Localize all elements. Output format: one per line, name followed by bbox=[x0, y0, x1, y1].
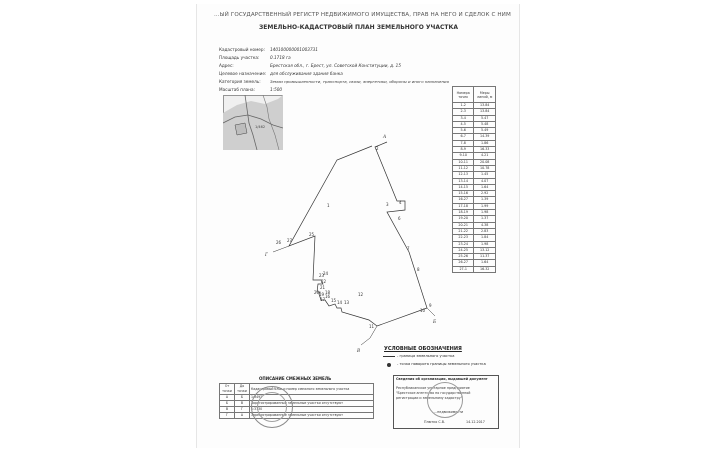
land-plot-plan bbox=[257, 124, 457, 354]
measure-length-cell: 11.37 bbox=[474, 254, 496, 260]
measure-length-cell: 5.47 bbox=[474, 115, 496, 121]
measure-points-cell: 5-6 bbox=[453, 128, 474, 134]
signer-name: Плютко С.В. bbox=[424, 420, 445, 424]
adjacent-from-cell: Б bbox=[220, 401, 235, 407]
point-19: 19 bbox=[319, 292, 325, 297]
measure-points-cell: 13-14 bbox=[453, 178, 474, 184]
measure-points-cell: 1-2 bbox=[453, 103, 474, 109]
measure-length-cell: 1.86 bbox=[474, 140, 496, 146]
boundary-line-icon bbox=[383, 356, 395, 357]
point-11: 11 bbox=[369, 324, 375, 329]
measure-points-cell: 22-23 bbox=[453, 235, 474, 241]
measure-length-cell: 1.99 bbox=[474, 203, 496, 209]
adjacent-plot-cell: 1:3493 bbox=[250, 395, 374, 401]
field-label-area: Площадь участка: bbox=[219, 55, 260, 60]
measure-points-cell: 7-8 bbox=[453, 140, 474, 146]
measure-length-cell: 1.39 bbox=[474, 197, 496, 203]
field-label-address: Адрес: bbox=[219, 63, 234, 68]
corner-b: Б bbox=[433, 320, 437, 325]
point-3: 3 bbox=[386, 202, 389, 207]
measure-length-cell: 5.49 bbox=[474, 128, 496, 134]
measures-header-points: Номера точек bbox=[453, 87, 474, 103]
measure-points-cell: 19-20 bbox=[453, 216, 474, 222]
adjacent-header-to: До точки bbox=[235, 384, 250, 395]
field-value-area: 0.1718 га bbox=[270, 55, 291, 60]
measure-length-cell: 1.64 bbox=[474, 184, 496, 190]
adjacent-from-cell: А bbox=[220, 395, 235, 401]
point-4: 4 bbox=[399, 200, 402, 205]
field-label-category: Категория земель: bbox=[219, 79, 261, 84]
adjacent-to-cell: Б bbox=[235, 395, 250, 401]
point-22: 22 bbox=[321, 279, 327, 284]
measure-points-cell: 17-18 bbox=[453, 203, 474, 209]
line-measures-table bbox=[452, 86, 496, 273]
point-27: 27 bbox=[287, 238, 293, 243]
point-15: 15 bbox=[331, 298, 337, 303]
measure-row bbox=[453, 266, 496, 272]
measure-points-cell: 18-19 bbox=[453, 210, 474, 216]
svg-text:1/462: 1/462 bbox=[255, 125, 266, 129]
point-7: 7 bbox=[407, 246, 410, 251]
measure-length-cell: 10.78 bbox=[474, 165, 496, 171]
organization-seal-stamp bbox=[427, 382, 463, 418]
adjacent-from-cell: В bbox=[220, 407, 235, 413]
measure-length-cell: 4.38 bbox=[474, 222, 496, 228]
org-department: ...недвижимости bbox=[434, 410, 464, 414]
measure-points-cell: 6-7 bbox=[453, 134, 474, 140]
adjacent-header-from: От точки bbox=[220, 384, 235, 395]
org-line-3: регистрации и земельному кадастру" bbox=[396, 396, 463, 400]
legend-item-turn-point: - точка поворота границы земельного участка bbox=[397, 362, 486, 366]
adjacent-from-cell: Г bbox=[220, 413, 235, 419]
measure-points-cell: 15-16 bbox=[453, 191, 474, 197]
measure-length-cell: 1.98 bbox=[474, 241, 496, 247]
measure-length-cell: 1.64 bbox=[474, 260, 496, 266]
adjacent-plot-cell: 1:3730 bbox=[250, 407, 374, 413]
point-12: 12 bbox=[358, 292, 364, 297]
measure-length-cell: 1.84 bbox=[474, 235, 496, 241]
point-2: 2 bbox=[376, 146, 379, 151]
measure-length-cell: 13.84 bbox=[474, 103, 496, 109]
field-label-cadastral: Кадастровый номер: bbox=[219, 47, 265, 52]
measure-length-cell: 2.92 bbox=[474, 191, 496, 197]
measure-points-cell: 27-1 bbox=[453, 266, 474, 272]
measure-points-cell: 24-25 bbox=[453, 247, 474, 253]
org-line-1: Республиканское унитарное предприятие bbox=[396, 386, 470, 390]
point-10: 10 bbox=[420, 308, 426, 313]
measure-length-cell: 1.37 bbox=[474, 216, 496, 222]
point-1: 1 bbox=[327, 203, 330, 208]
org-line-2: "Брестское агентство по государственной bbox=[396, 391, 471, 395]
point-13: 13 bbox=[344, 300, 350, 305]
measure-length-cell: 1.45 bbox=[474, 172, 496, 178]
point-14: 14 bbox=[337, 300, 343, 305]
corner-v: В bbox=[357, 349, 361, 354]
measure-points-cell: 20-21 bbox=[453, 222, 474, 228]
field-value-purpose: для обслуживания здания банка bbox=[270, 71, 343, 76]
measure-points-cell: 9-10 bbox=[453, 153, 474, 159]
adjacent-to-cell: В bbox=[235, 401, 250, 407]
cadastral-document bbox=[196, 4, 520, 448]
measure-points-cell: 10-11 bbox=[453, 159, 474, 165]
turn-point-icon bbox=[387, 363, 391, 367]
measure-points-cell: 8-9 bbox=[453, 147, 474, 153]
adjacent-lands-table bbox=[219, 383, 374, 419]
point-24: 24 bbox=[323, 271, 329, 276]
measure-length-cell: 2.83 bbox=[474, 228, 496, 234]
field-label-purpose: Целевое назначение: bbox=[219, 71, 267, 76]
adjacent-to-cell: А bbox=[235, 413, 250, 419]
measure-points-cell: 21-22 bbox=[453, 228, 474, 234]
point-9: 9 bbox=[429, 303, 432, 308]
corner-a: А bbox=[383, 135, 387, 140]
field-value-category: Земли промышленности, транспорта, связи, энергетики, обороны и иного назначения bbox=[270, 79, 449, 84]
measure-points-cell: 23-24 bbox=[453, 241, 474, 247]
point-16: 16 bbox=[325, 294, 331, 299]
measure-points-cell: 3-4 bbox=[453, 115, 474, 121]
round-seal-inner-ring bbox=[257, 392, 287, 422]
registry-header: ...ЫЙ ГОСУДАРСТВЕННЫЙ РЕГИСТР НЕДВИЖИМОГО ИМУЩЕСТВА, ПРАВ НА НЕГО И СДЕЛОК С НИМ bbox=[214, 12, 511, 18]
field-value-address: Брестская обл., г. Брест, ул. Советской Конституции, д. 15 bbox=[270, 63, 402, 68]
measure-points-cell: 25-26 bbox=[453, 254, 474, 260]
adjacent-header-plot: Кадастровый блок и номер смежного земельного участка bbox=[250, 384, 374, 395]
point-21: 21 bbox=[320, 285, 326, 290]
measure-length-cell: 16.33 bbox=[474, 147, 496, 153]
point-18: 18 bbox=[325, 290, 331, 295]
measure-length-cell: 13.12 bbox=[474, 247, 496, 253]
org-header: Сведения об организации, выдавшей документ bbox=[396, 377, 488, 381]
point-6: 6 bbox=[398, 216, 401, 221]
measure-points-cell: 26-27 bbox=[453, 260, 474, 266]
measure-length-cell: 1.98 bbox=[474, 210, 496, 216]
measure-points-cell: 4-5 bbox=[453, 121, 474, 127]
adjacent-row bbox=[220, 413, 374, 419]
legend-item-boundary: - граница земельного участка bbox=[397, 354, 455, 358]
measure-points-cell: 16-27 bbox=[453, 197, 474, 203]
adjacent-plot-cell: Зарегистрированные земельные участки отсутствуют bbox=[250, 413, 374, 419]
measure-length-cell: 5.48 bbox=[474, 121, 496, 127]
adjacent-lands-title: ОПИСАНИЕ СМЕЖНЫХ ЗЕМЕЛЬ bbox=[259, 376, 332, 381]
measure-points-cell: 14-15 bbox=[453, 184, 474, 190]
adjacent-to-cell: Г bbox=[235, 407, 250, 413]
measures-header-lengths: Меры линий, м bbox=[474, 87, 496, 103]
measure-points-cell: 12-13 bbox=[453, 172, 474, 178]
adjacent-plot-cell: Зарегистрированные земельные участки отсутствуют bbox=[250, 401, 374, 407]
point-23: 23 bbox=[319, 273, 325, 278]
measure-length-cell: 20.08 bbox=[474, 159, 496, 165]
point-8: 8 bbox=[417, 267, 420, 272]
point-26: 26 bbox=[276, 240, 282, 245]
field-label-scale: Масштаб плана: bbox=[219, 87, 255, 92]
point-25: 25 bbox=[309, 232, 315, 237]
measure-points-cell: 11-12 bbox=[453, 165, 474, 171]
corner-g: Г bbox=[265, 253, 268, 258]
measure-length-cell: 4.07 bbox=[474, 178, 496, 184]
measure-points-cell: 2-3 bbox=[453, 109, 474, 115]
point-20: 20 bbox=[314, 290, 320, 295]
measure-length-cell: 14.39 bbox=[474, 134, 496, 140]
legend-title: УСЛОВНЫЕ ОБОЗНАЧЕНИЯ bbox=[384, 346, 462, 352]
field-value-scale: 1:500 bbox=[270, 87, 283, 92]
document-title: ЗЕМЕЛЬНО-КАДАСТРОВЫЙ ПЛАН ЗЕМЕЛЬНОГО УЧАСТКА bbox=[259, 24, 459, 31]
measure-length-cell: 13.84 bbox=[474, 109, 496, 115]
measure-length-cell: 4.21 bbox=[474, 153, 496, 159]
point-17: 17 bbox=[320, 297, 326, 302]
issue-date: 14.12.2017 bbox=[466, 420, 485, 424]
field-value-cadastral: 140100000001003731 bbox=[270, 47, 318, 52]
measure-length-cell: 16.32 bbox=[474, 266, 496, 272]
